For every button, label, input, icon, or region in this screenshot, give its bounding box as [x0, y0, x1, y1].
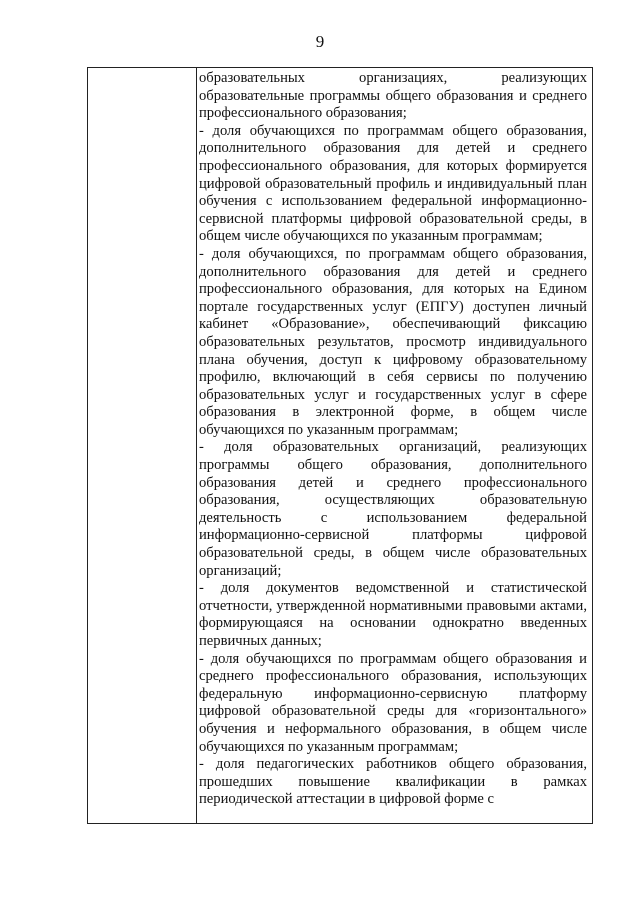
table-paragraph: образовательных организациях, реализующих образовательные программы общего образования и среднего профессионального образования;: [199, 70, 587, 122]
document-table: [87, 67, 593, 824]
table-right-cell: [199, 70, 587, 809]
table-paragraph: - доля документов ведомственной и статистической отчетности, утвержденной нормативными правовыми актами, формирующаяся на основании однократно введенных первичных данных;: [199, 580, 587, 649]
table-paragraph: - доля образовательных организаций, реализующих программы общего образования, дополнительного образования детей и среднего профессионального образования, осуществляющих образовательную деятельность с использованием федеральной информационно-сервисной платформы цифровой образовательной среды, в общем числе образовательных организаций;: [199, 439, 587, 579]
table-paragraph: - доля педагогических работников общего образования, прошедших повышение квалификации в рамках периодической аттестации в цифровой форме с: [199, 756, 587, 808]
page-number: 9: [315, 32, 325, 51]
table-left-cell: [88, 68, 197, 823]
table-paragraph: - доля обучающихся по программам общего образования и среднего профессионального образования, использующих федеральную информационно-сервисную платформу цифровой образовательной среды для «горизонтального» обучения и неформального образования, в общем числе обучающихся по указанным программам;: [199, 650, 587, 755]
table-paragraph: - доля обучающихся по программам общего образования, дополнительного образования для детей и среднего профессионального образования, для которых формируется цифровой образовательный профиль и индивидуальный план обучения с использованием федеральной информационно-сервисной платформы цифровой образовательной среды, в общем числе обучающихся по указанным программам;: [199, 122, 587, 245]
table-paragraph: - доля обучающихся, по программам общего образования, дополнительного образования для детей и среднего профессионального образования, для которых на Едином портале государственных услуг (ЕПГУ) доступен личный кабинет «Образование», обеспечивающий фиксацию образовательных результатов, просмотр индивидуального плана обучения, доступ к цифровому образовательному профилю, включающий в себя сервисы по получению образовательных услуг и государственных услуг в сфере образования в электронной форме, в общем числе обучающихся по указанным программам;: [199, 245, 587, 438]
